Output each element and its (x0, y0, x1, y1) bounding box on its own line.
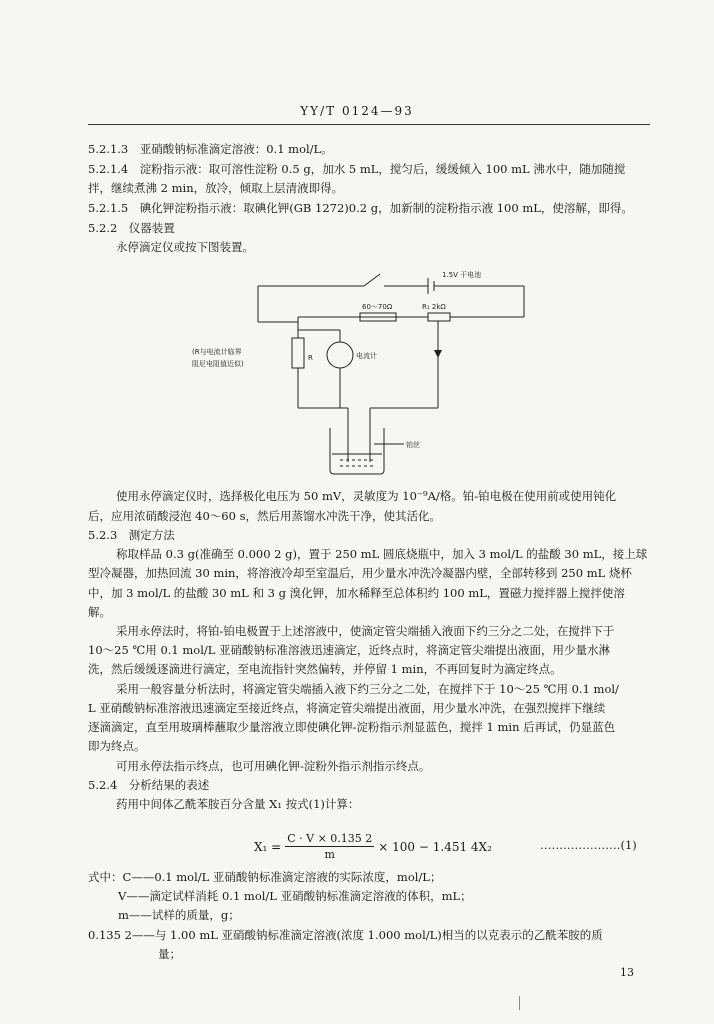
definition-m-text: ——试样的质量，g； (128, 908, 240, 922)
paragraph-1-line1: 使用永停滴定仪时，选择极化电压为 50 mV，灵敏度为 10⁻⁹A/格。铂-铂电极在使用前或使用钝化 (116, 489, 617, 503)
formula-lhs: X₁ = (254, 839, 282, 854)
paragraph-4-line3: 逐滴滴定，直至用玻璃棒蘸取少量溶液立即使碘化钾-淀粉指示剂显蓝色，搅拌 1 min 后再试，仍显蓝色 (88, 720, 616, 734)
circuit-diagram (190, 262, 540, 480)
clause-5-2-1-3: 5.2.1.3 亚硝酸钠标准滴定溶液：0.1 mol/L。 (88, 142, 333, 156)
definition-constant-symbol: 0.135 2 (88, 928, 132, 942)
clause-5-2-1-5: 5.2.1.5 碘化钾淀粉指示液：取碘化钾(GB 1272)0.2 g，加新制的淀粉指示液 100 mL，使溶解，即得。 (88, 201, 633, 215)
section-5-2-3-heading: 5.2.3 测定方法 (88, 528, 175, 542)
definition-intro: 式中：C (88, 870, 132, 884)
paragraph-2-line1: 称取样品 0.3 g(准确至 0.000 2 g)，置于 250 mL 圆底烧瓶中，加入 3 mol/L 的盐酸 30 mL，接上球 (116, 547, 648, 561)
formula-fraction (285, 832, 374, 861)
battery-label: 1.5V 干电池 (442, 271, 482, 279)
paragraph-4-line1: 采用一般容量分析法时，将滴定管尖端插入液下约三分之二处，在搅拌下于 10～25 ℃用 0.1 mol/ (116, 682, 619, 696)
section-5-2-4-heading: 5.2.4 分析结果的表述 (88, 778, 210, 792)
definition-constant-text: ——与 1.00 mL 亚硝酸钠标准滴定溶液(浓度 1.000 mol/L)相当的以克表示的乙酰苯胺的质 (131, 928, 603, 942)
resistor-r1-label: R₁ 2kΩ (422, 303, 446, 311)
definition-v-text: ——滴定试样消耗 0.1 mol/L 亚硝酸钠标准滴定溶液的体积，mL； (126, 889, 472, 903)
paragraph-2-line2: 型冷凝器，加热回流 30 min，将溶液冷却至室温后，用少量水冲洗冷凝器内壁，全部转移到 250 mL 烧杯 (88, 566, 632, 580)
resistor-note-line2: 阻尼电阻值近似) (192, 360, 244, 368)
header-rule (88, 124, 650, 125)
paragraph-1-line2: 后，应用浓硝酸浸泡 40～60 s，然后用蒸馏水冲洗干净，使其活化。 (88, 509, 441, 523)
resistor-r-label: R (308, 354, 313, 362)
paragraph-2-line3: 中，加 3 mol/L 的盐酸 30 mL 和 3 g 溴化钾，加水稀释至总体积约 100 mL，置磁力搅拌器上搅拌使溶 (88, 586, 625, 600)
galvanometer-label: 电流计 (356, 352, 377, 360)
page-number: 13 (620, 966, 634, 979)
resistor-60-70-label: 60～70Ω (362, 303, 393, 311)
formula-1 (254, 832, 492, 861)
paragraph-5: 可用永停法指示终点，也可用碘化钾-淀粉外指示剂指示终点。 (116, 759, 431, 773)
clause-5-2-1-4-cont: 拌，继续煮沸 2 min，放冷，倾取上层清液即得。 (88, 181, 344, 195)
definition-m-symbol: m (118, 908, 129, 922)
definition-v-symbol: V (118, 889, 127, 903)
formula-numerator: C · V × 0.135 2 (287, 832, 373, 845)
paragraph-6: 药用中间体乙酰苯胺百分含量 X₁ 按式(1)计算： (116, 797, 360, 811)
clause-5-2-1-4: 5.2.1.4 淀粉指示液：取可溶性淀粉 0.5 g，加水 5 mL，搅匀后，缓缓倾入 100 mL 沸水中，随加随搅 (88, 162, 626, 176)
formula-denominator: m (324, 848, 335, 861)
definition-v (118, 888, 472, 904)
definition-constant (88, 927, 603, 943)
scan-mark (519, 996, 520, 1010)
resistor-note-line1: (R与电流计临界 (192, 348, 242, 356)
paragraph-3-line1: 采用永停法时，将铂-铂电极置于上述溶液中，使滴定管尖端插入液面下约三分之二处，在搅拌下于 (116, 624, 615, 638)
standard-number: YY/T 0124—93 (300, 104, 414, 118)
formula-rest: × 100 − 1.451 4X₂ (378, 839, 492, 854)
definition-c-text: ——0.1 mol/L 亚硝酸钠标准滴定溶液的实际浓度，mol/L； (131, 870, 442, 884)
paragraph-4-line4: 即为终点。 (88, 739, 146, 753)
paragraph-4-line2: L 亚硝酸钠标准溶液迅速滴定至接近终点，将滴定管尖端提出液面，用少量水冲洗，在强烈搅拌下继续 (88, 701, 606, 715)
paragraph-3-line2: 10～25 ℃用 0.1 mol/L 亚硝酸钠标准溶液迅速滴定，近终点时，将滴定管尖端提出液面，用少量水淋 (88, 643, 611, 657)
equation-number: …………………(1) (540, 838, 637, 852)
electrode-label: 铂丝 (406, 441, 420, 449)
paragraph-3-line3: 洗，然后缓缓逐滴进行滴定，至电流指针突然偏转，并停留 1 min，不再回复时为滴定终点。 (88, 662, 562, 676)
definition-constant-cont: 量； (158, 947, 181, 961)
section-5-2-2-heading: 5.2.2 仪器装置 (88, 221, 175, 235)
definition-c (88, 869, 441, 885)
paragraph-2-line4: 解。 (88, 605, 111, 619)
definition-m (118, 907, 240, 923)
apparatus-text: 永停滴定仪或按下图装置。 (116, 240, 254, 254)
